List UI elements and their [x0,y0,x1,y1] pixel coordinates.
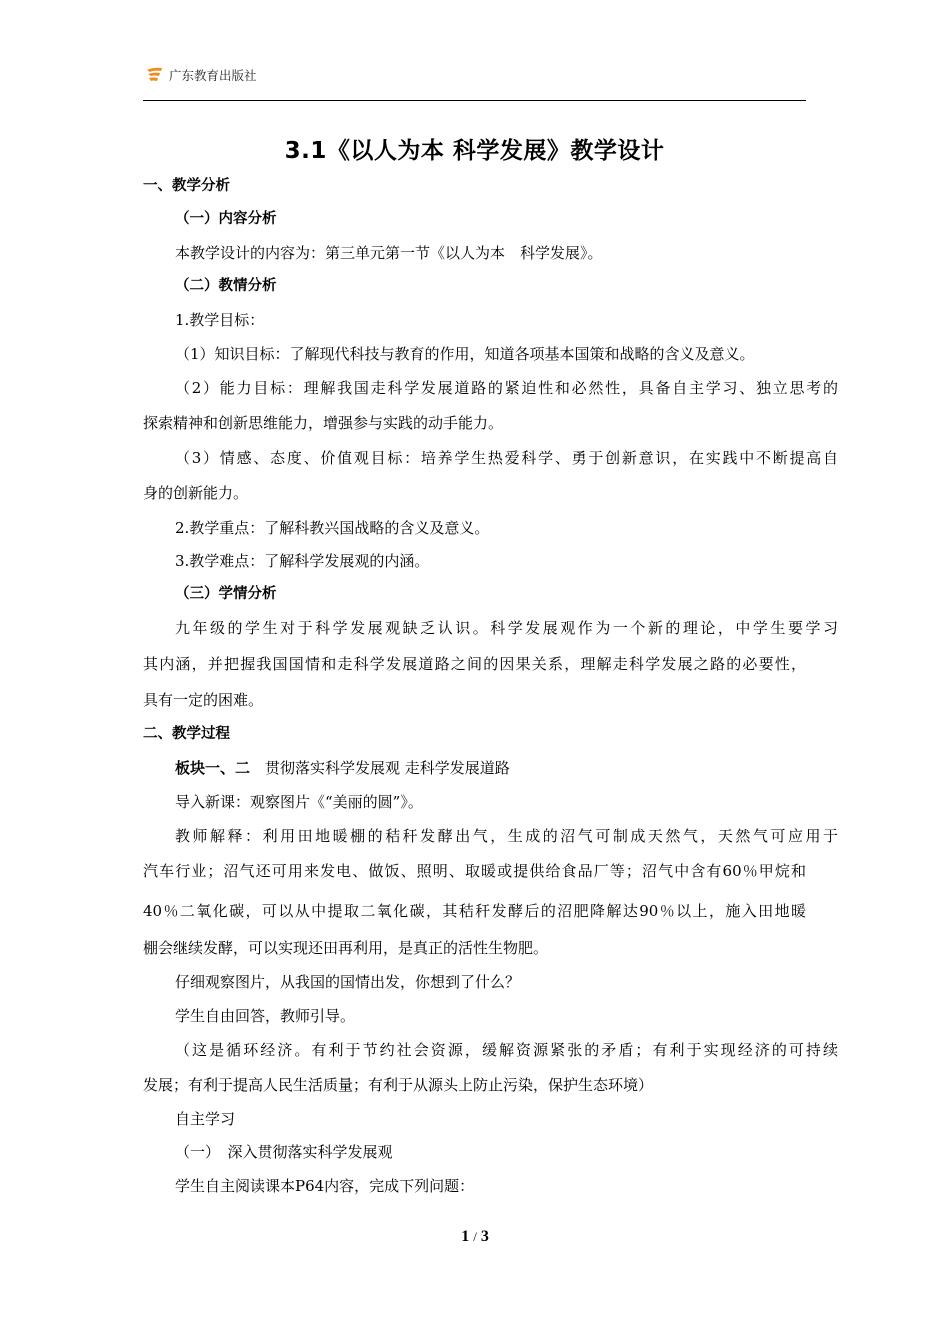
paragraph-line: 身的创新能力。 [143,484,249,502]
block-label: 板块一、二 [175,759,251,777]
page-number [0,1228,950,1246]
paragraph-line: （一） 深入贯彻落实科学发展观 [175,1143,393,1161]
paragraph-line: （3）情感、态度、价值观目标：培养学生热爱科学、勇于创新意识，在实践中不断提高自 [175,449,838,467]
paragraph-line: 汽车行业；沼气还可用来发电、做饭、照明、取暖或提供给食品厂等；沼气中含有60％甲烷和 [143,862,806,880]
paragraph-line: 其内涵，并把握我国国情和走科学发展道路之间的因果关系，理解走科学发展之路的必要性， [143,655,806,673]
current-page: 1 [461,1228,470,1245]
subsection-heading: （三）学情分析 [175,586,277,602]
paragraph-line: （1）知识目标：了解现代科技与教育的作用，知道各项基本国策和战略的含义及意义。 [175,345,755,363]
paragraph-line: （这是循环经济。有利于节约社会资源，缓解资源紧张的矛盾；有利于实现经济的可持续 [175,1041,838,1059]
paragraph-line: 学生自由回答，教师引导。 [175,1007,356,1025]
page-separator: / [473,1229,477,1244]
block-heading [143,750,838,786]
paragraph-line: 本教学设计的内容为：第三单元第一节《以人为本 科学发展》。 [175,244,603,262]
header-divider [143,100,806,101]
section-heading: 二、教学过程 [143,726,230,742]
paragraph-line: 自主学习 [175,1110,236,1128]
paragraph-line: 发展；有利于提高人民生活质量；有利于从源头上防止污染，保护生态环境） [143,1076,654,1094]
paragraph-line: 导入新课：观察图片《“美丽的圆”》。 [175,793,423,811]
paragraph-line: 2.教学重点：了解科教兴国战略的含义及意义。 [175,519,490,537]
total-pages: 3 [480,1228,489,1245]
block-title: 贯彻落实科学发展观 走科学发展道路 [250,759,510,777]
publisher-name: 广东教育出版社 [169,68,257,83]
subsection-heading: （二）教情分析 [175,278,277,294]
paragraph-line: 1.教学目标： [175,311,265,329]
paragraph-line: 40％二氧化碳，可以从中提取二氧化碳，其秸秆发酵后的沼肥降解达90％以上，施入田地暖 [143,902,806,920]
paragraph-line: 九年级的学生对于科学发展观缺乏认识。科学发展观作为一个新的理论，中学生要学习 [175,619,838,637]
subsection-heading: （一）内容分析 [175,211,277,227]
paragraph-line: 3.教学难点：了解科学发展观的内涵。 [175,552,430,570]
paragraph-line: 仔细观察图片，从我国的国情出发，你想到了什么？ [175,973,521,991]
paragraph-line: 具有一定的困难。 [143,691,264,709]
publisher-logo-icon [145,66,165,84]
page-header [145,64,257,86]
paragraph-line: 学生自主阅读课本P64内容，完成下列问题： [175,1177,475,1195]
document-title: 3.1《以人为本 科学发展》教学设计 [284,138,665,164]
paragraph-line: （2）能力目标：理解我国走科学发展道路的紧迫性和必然性，具备自主学习、独立思考的 [175,379,838,397]
paragraph-line: 教师解释：利用田地暖棚的秸秆发酵出气，生成的沼气可制成天然气，天然气可应用于 [175,827,838,845]
paragraph-line: 棚会继续发酵，可以实现还田再利用，是真正的活性生物肥。 [143,939,549,957]
paragraph-line: 探索精神和创新思维能力，增强参与实践的动手能力。 [143,414,504,432]
section-heading: 一、教学分析 [143,178,230,194]
